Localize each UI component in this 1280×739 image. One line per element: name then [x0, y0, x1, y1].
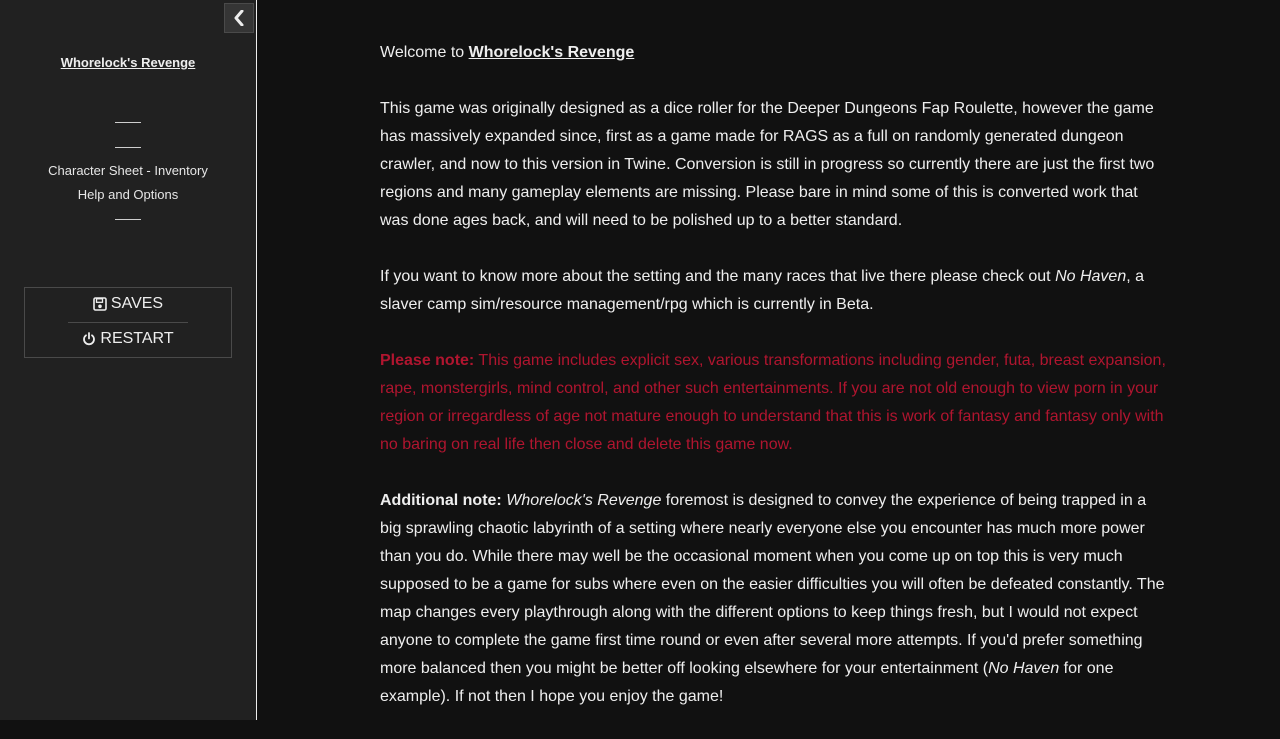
setting-text: If you want to know more about the setting and the many races that live there please check out: [380, 268, 1056, 285]
character-sheet-inventory-link[interactable]: Character Sheet - Inventory: [48, 163, 208, 178]
additional-note-end: for one example). If not then I hope you enjoy the game!: [380, 660, 1114, 705]
restart-label: RESTART: [100, 330, 174, 347]
menu-divider: [68, 322, 188, 323]
menu-separator: ——: [115, 211, 141, 226]
story-title-link[interactable]: Whorelock's Revenge: [60, 55, 196, 70]
warning-text: This game includes explicit sex, various transformations including gender, futa, breast expansion, rape, monstergirls, mind control, and other such entertainments. If you are not old enough to view porn in your region or irregardless of age not mature enough to understand that this is work of fantasy and fantasy only with no baring on real life then close and delete this game now.: [380, 352, 1166, 453]
content-warning-paragraph: [380, 347, 1170, 459]
sidebar: [0, 0, 257, 720]
no-haven-title-2: No Haven: [988, 660, 1060, 677]
additional-note-text: foremost is designed to convey the experience of being trapped in a big sprawling chaotic labyrinth of a setting where nearly everyone else you encounter has much more power than you do. While there may well be the occasional moment when you come up on top this is very much supposed to be a game for subs where even on the easier difficulties you will often be defeated constantly. The map changes every playthrough along with the different options to keep things fresh, but I would not expect anyone to complete the game first time round or even after several more attempts. If you'd prefer something more balanced then you might be better off looking elsewhere for your entertainment (: [380, 492, 1165, 677]
additional-note-label: Additional note:: [380, 492, 502, 509]
game-title-italic: Whorelock's Revenge: [506, 492, 662, 509]
floppy-disk-icon: [93, 297, 107, 311]
menu-separator: ——: [115, 114, 141, 129]
menu-separator: ——: [115, 139, 141, 154]
restart-button[interactable]: [25, 330, 231, 348]
welcome-title-link[interactable]: Whorelock's Revenge: [468, 44, 635, 61]
intro-paragraph: This game was originally designed as a dice roller for the Deeper Dungeons Fap Roulette, however the game has massively expanded since, first as a game made for RAGS as a full on randomly generated dungeon crawler, and now to this version in Twine. Conversion is still in progress so currently there are just the first two regions and many gameplay elements are missing. Please bare in mind some of this is converted work that was done ages back, and will need to be polished up to a better standard.: [380, 100, 1155, 229]
welcome-paragraph: [380, 39, 1170, 67]
no-haven-title: No Haven: [1055, 268, 1127, 285]
setting-paragraph: [380, 263, 1170, 319]
setting-text-end: , a slaver camp sim/resource management/rpg which is currently in Beta.: [380, 268, 1145, 313]
warning-label: Please note:: [380, 352, 475, 369]
sidebar-toggle-button[interactable]: [224, 3, 254, 33]
saves-label: SAVES: [110, 295, 164, 312]
additional-note-paragraph: [380, 487, 1170, 711]
help-options-link[interactable]: Help and Options: [77, 187, 179, 202]
power-icon: [82, 332, 96, 346]
story-title: [0, 55, 256, 70]
saves-button[interactable]: [25, 295, 231, 313]
save-restart-menu: [24, 287, 232, 358]
chevron-left-icon: [232, 10, 246, 26]
welcome-prefix: Welcome to: [380, 44, 469, 61]
passage: [380, 39, 1170, 739]
